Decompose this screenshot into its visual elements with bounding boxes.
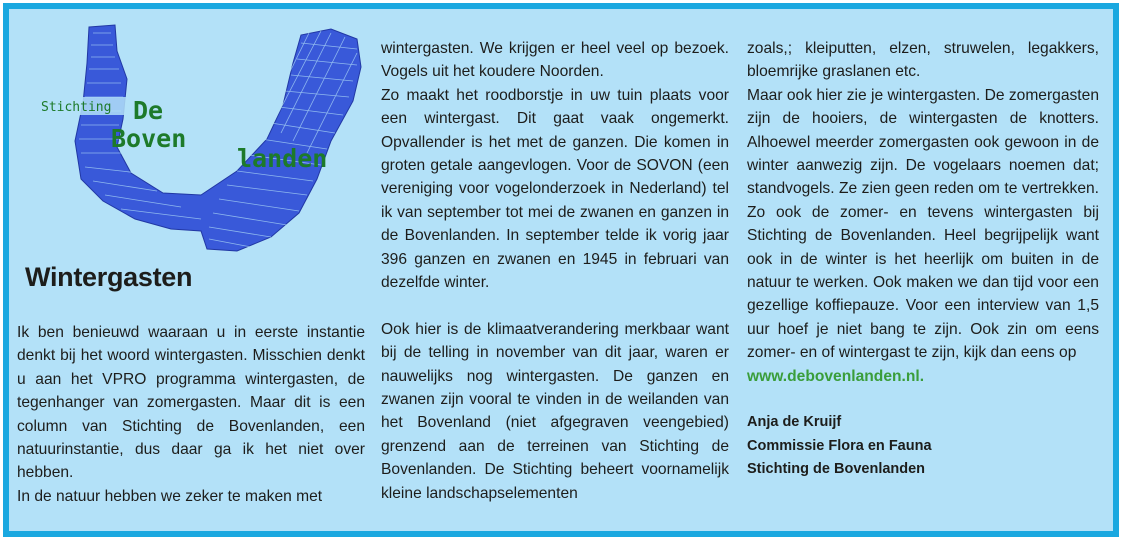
bovenlanden-logo [31,23,365,255]
logo-word-boven: Boven [111,124,187,153]
signature-organisation: Stichting de Bovenlanden [747,461,926,478]
paragraph: Zo maakt het roodborstje in uw tuin plaats voor een wintergast. Dit gaat vaak ongemerkt. Opvallender is het met de ganzen. Die komen in groten getale aangevlogen. Voor de SOVON (een vereniging voor vogelonderzoek in Nederland) tel ik van september tot mei de zwanen en ganzen in de Bovenlanden. In september telde ik vorig jaar 396 ganzen en zwanen en 1945 in februari van dezelfde winter. [381,86,729,292]
logo-small-text: Stichting [41,100,112,115]
column-2 [381,37,729,505]
column-3 [747,37,1099,482]
signature-committee: Commissie Flora en Fauna [747,437,932,454]
paragraph: zoals,; kleiputten, elzen, struwelen, legakkers, bloemrijke graslanen etc. [747,40,1099,81]
article-frame [3,3,1119,537]
article-title: Wintergasten [25,262,193,292]
paragraph: Ook hier is de klimaatverandering merkbaar want bij de telling in november van dit jaar, waren er nauwelijks nog wintergasten. De ganzen en zwanen zijn vooral te vinden in de weilanden van het Bovenland (niet afgegraven veengebied) grenzend aan de terreinen van Stichting de Bovenlanden. De Stichting beheert voornamelijk kleine landschapselementen [381,320,729,502]
signature-name: Anja de Kruijf [747,414,842,431]
paragraph: Ik ben benieuwd waaraan u in eerste instantie denkt bij het woord wintergasten. Misschien denkt u aan het VPRO programma wintergasten, de tegenhanger van zomergasten. Maar dit is een column van Stichting de Bovenlanden, een natuurinstantie, dus daar ga ik het niet over hebben. [17,324,365,482]
paragraph: Maar ook hier zie je wintergasten. De zomergasten zijn de hooiers, de wintergasten de knotters. Alhoewel meerder zomergasten ook gewoon in de winter aanwezig zijn. De vogelaars noemen dat; standvogels. Ze zien geen reden om te vertrekken. Zo ook de zomer- en tevens wintergasten bij Stichting de Bovenlanden. Heel begrijpelijk want ook in de winter is het heerlijk om buiten in de natuur te werken. Ook maken we dan tijd voor een gezellige koffiepauze. Voor een interview van 1,5 uur hoef je niet bang te zijn. Ook zin om eens zomer- en of wintergast te zijn, kijk dan eens op [747,86,1099,362]
logo-word-de: De [133,96,164,125]
website-link[interactable]: www.debovenlanden.nl. [747,367,925,385]
paragraph: wintergasten. We krijgen er heel veel op bezoek. Vogels uit het koudere Noorden. [381,40,729,81]
paragraph: In de natuur hebben we zeker te maken met [17,487,323,505]
logo-word-landen: landen [237,144,328,173]
column-1-body [17,321,365,508]
